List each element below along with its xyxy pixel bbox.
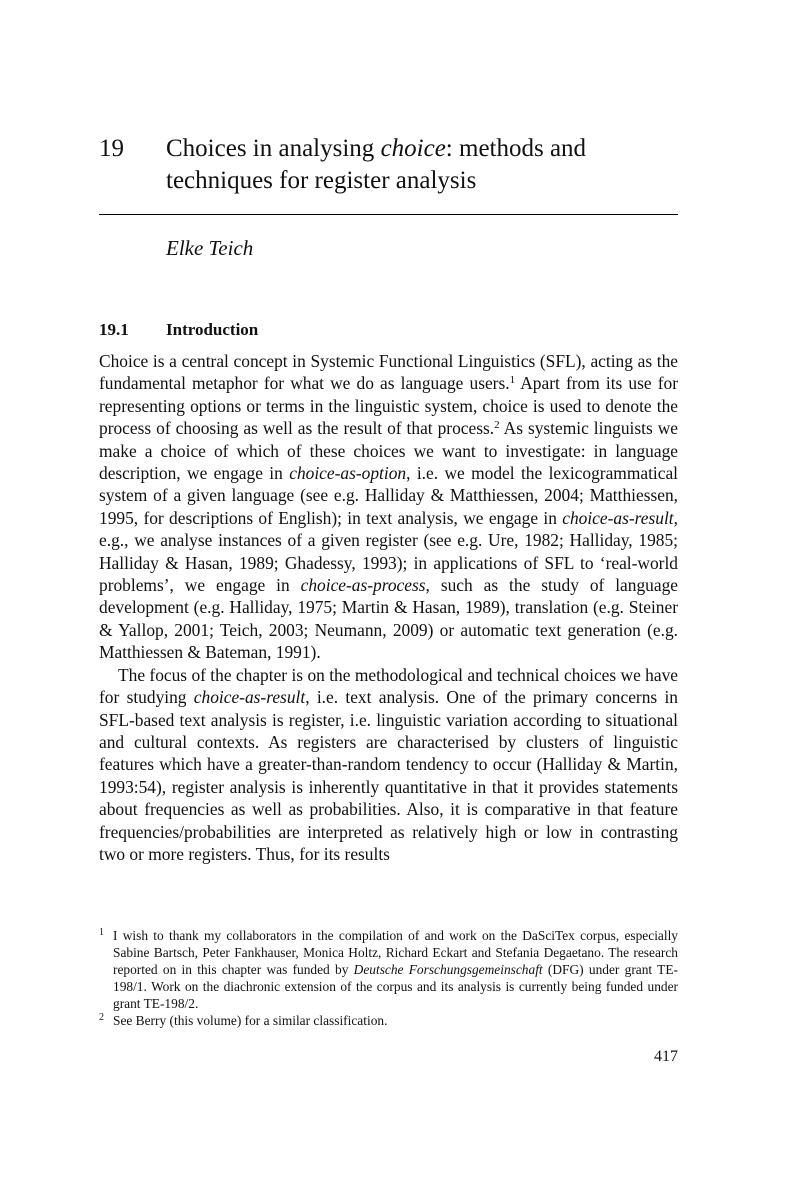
- page-number: 417: [654, 1048, 678, 1065]
- title-rule: [99, 214, 678, 215]
- chapter-title: [166, 133, 678, 197]
- emphasis-text: choice-as-result: [193, 687, 306, 708]
- footnotes: [99, 927, 678, 1029]
- text-run: , i.e. we model the lexicogrammatical system of a given language (see e.g. Halliday & Matthiessen, 2004; Matthiessen, 1995, for descriptions of English); in text analysis, we engage in: [99, 463, 679, 528]
- section-title: Introduction: [166, 320, 259, 339]
- text-run: As systemic linguists we make a choice of which of these choices we want to investigate: in language description, we engage in: [99, 418, 679, 484]
- footnote-text: [113, 1013, 387, 1028]
- footnote-reference: 2: [494, 419, 500, 432]
- footnote-reference: 1: [509, 374, 516, 387]
- footnote-mark: 2: [99, 1012, 104, 1023]
- emphasis-text: Deutsche Forschungsgemeinschaft: [353, 962, 543, 977]
- text-run: Choice is a central concept in Systemic Functional Linguistics (SFL), acting as the fundamental metaphor for what we do as language users.: [99, 351, 678, 394]
- emphasis-text: choice-as-result: [562, 507, 674, 528]
- body-text: [99, 350, 678, 865]
- chapter-number: 19: [99, 135, 124, 162]
- chapter-title-part: : methods and techniques for register analysis: [166, 135, 587, 194]
- text-run: (DFG) under grant TE-198/1. Work on the diachronic extension of the corpus and its analysis is currently being funded under grant TE-198/2.: [113, 962, 678, 1011]
- text-run: I wish to thank my collaborators in the compilation of and work on the DaSciTex corpus, especially Sabine Bartsch, Peter Fankhauser, Monica Holtz, Richard Eckart and Stefania Degaetano. The research reported on in this chapter was funded by: [113, 928, 678, 977]
- text-run: , e.g., we analyse instances of a given register (see e.g. Ure, 1982; Halliday, 1985; Halliday & Hasan, 1989; Ghadessy, 1993); in applications of SFL to ‘real-world problems’, we engage in: [99, 507, 678, 596]
- section-heading: [99, 318, 258, 342]
- text-run: The focus of the chapter is on the methodological and technical choices we have for studying: [99, 664, 678, 708]
- text-run: , i.e. text analysis. One of the primary concerns in SFL-based text analysis is register, i.e. linguistic variation according to situational and cultural contexts. As registers are characterised by clusters of linguistic features which have a greater-than-random tendency to occur (Halliday & Martin, 1993:54), register analysis is inherently quantitative in that it provides statements about frequencies as well as probabilities. Also, it is comparative in that feature frequencies/probabilities are interpreted as relatively high or low in contrasting two or more registers. Thus, for its results: [99, 687, 678, 864]
- footnote-mark: 1: [99, 927, 104, 938]
- footnote-text: [113, 928, 678, 1011]
- paragraph: [99, 664, 678, 866]
- chapter-title-emphasis: choice: [380, 135, 446, 162]
- section-number: 19.1: [99, 320, 129, 339]
- emphasis-text: choice-as-process: [300, 575, 426, 596]
- footnote: [99, 927, 678, 1012]
- chapter-title-part: Choices in analysing: [166, 135, 381, 162]
- text-run: See Berry (this volume) for a similar classification.: [113, 1013, 388, 1028]
- footnote: [99, 1012, 678, 1029]
- author-name: Elke Teich: [166, 236, 254, 260]
- paragraph: [99, 350, 678, 664]
- text-run: , such as the study of language development (e.g. Halliday, 1975; Martin & Hasan, 1989), translation (e.g. Steiner & Yallop, 2001; Teich, 2003; Neumann, 2009) or automatic text generation (e.g. Matthiessen & Bateman, 1991).: [99, 575, 678, 663]
- emphasis-text: choice-as-option: [289, 463, 407, 484]
- text-run: Apart from its use for representing options or terms in the linguistic system, choice is used to denote the process of choosing as well as the result of that process.: [99, 373, 678, 439]
